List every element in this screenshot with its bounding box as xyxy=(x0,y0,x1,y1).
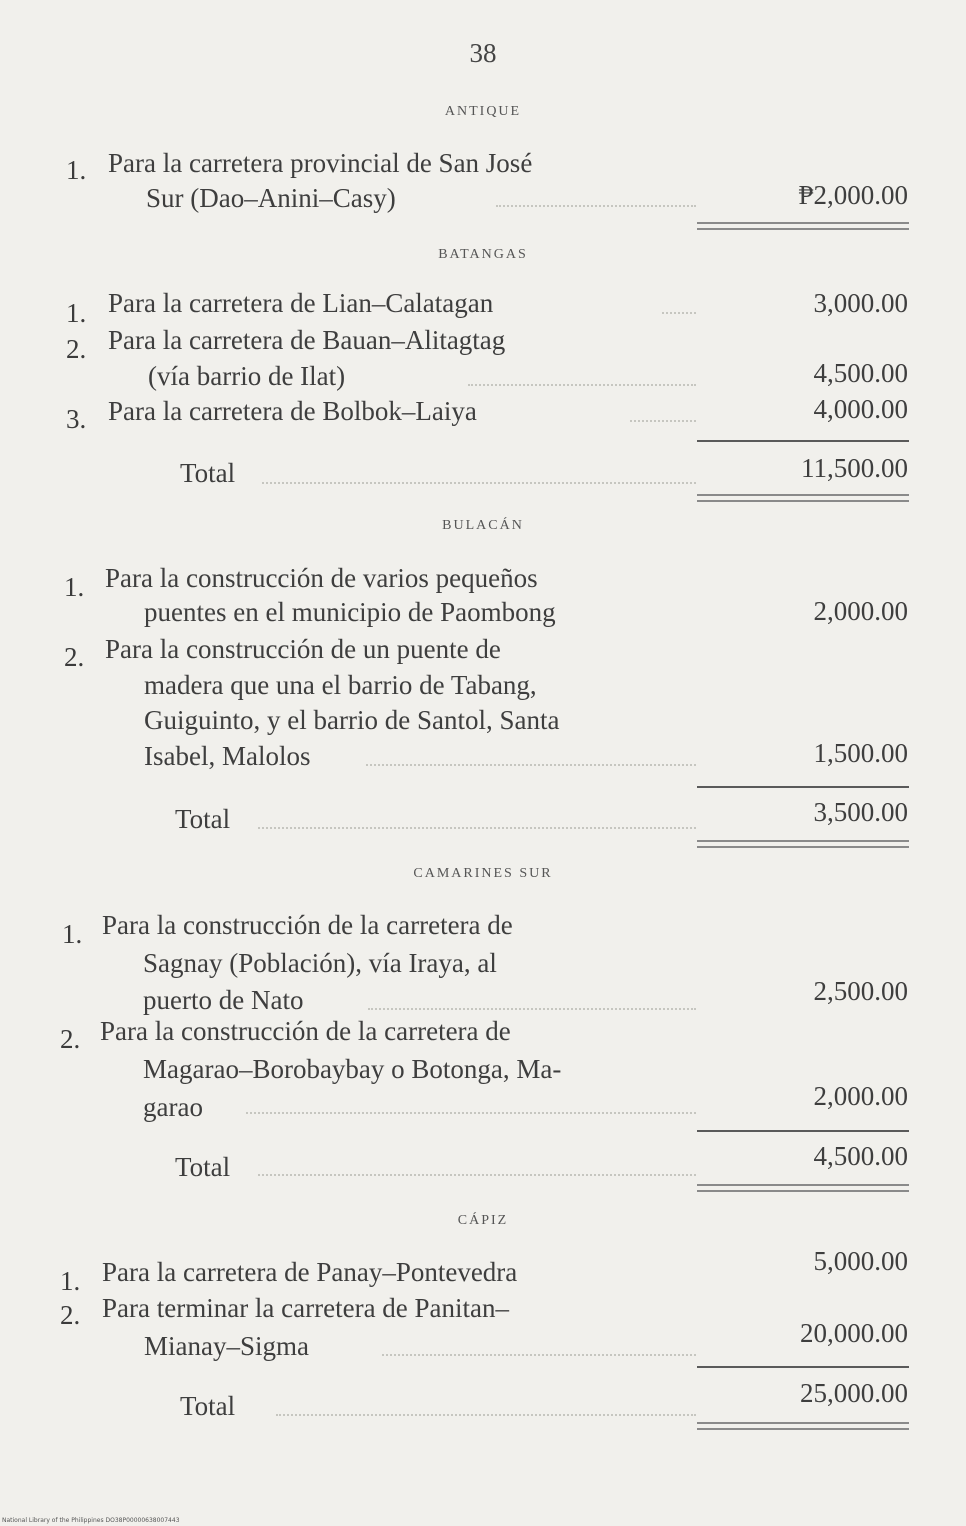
item-text: Para la carretera de Panay–Pontevedra xyxy=(102,1257,518,1287)
item-text: Sagnay (Población), vía Iraya, al xyxy=(143,948,497,978)
item-text: Para la carretera de Bolbok–Laiya xyxy=(108,396,477,426)
item-amount: 1,500.00 xyxy=(813,738,908,768)
total-amount: 25,000.00 xyxy=(800,1378,908,1408)
total-amount: 3,500.00 xyxy=(813,797,908,827)
double-rule xyxy=(697,494,909,502)
item-text: Guiguinto, y el barrio de Santol, Santa xyxy=(144,705,560,735)
item-amount: ₱2,000.00 xyxy=(798,180,908,210)
double-rule xyxy=(697,840,909,848)
single-rule xyxy=(697,1130,909,1132)
leader-dots xyxy=(468,384,696,386)
section-heading-batangas: BATANGAS xyxy=(438,247,528,262)
item-number: 2. xyxy=(66,334,87,364)
item-text: (vía barrio de Ilat) xyxy=(148,361,346,391)
item-text: garao xyxy=(143,1092,203,1122)
item-number: 2. xyxy=(60,1024,81,1054)
item-number: 3. xyxy=(66,404,87,434)
leader-dots xyxy=(258,1174,696,1176)
item-text: madera que una el barrio de Tabang, xyxy=(144,670,537,700)
item-amount: 2,500.00 xyxy=(813,976,908,1006)
item-text: puentes en el municipio de Paombong xyxy=(144,597,556,627)
footer-credit: National Library of the Philippines DO38P00000638007443 xyxy=(2,1517,180,1524)
item-text: Para la construcción de un puente de xyxy=(105,634,501,664)
page-number: 38 xyxy=(469,38,497,68)
item-text: Para terminar la carretera de Panitan– xyxy=(102,1293,510,1323)
single-rule xyxy=(697,440,909,442)
item-number: 1. xyxy=(66,298,87,328)
item-text: Mianay–Sigma xyxy=(144,1331,309,1361)
single-rule xyxy=(697,786,909,788)
item-amount: 4,000.00 xyxy=(813,394,908,424)
leader-dots xyxy=(662,312,696,314)
item-number: 1. xyxy=(60,1266,81,1296)
leader-dots xyxy=(630,420,696,422)
item-text: puerto de Nato xyxy=(143,985,304,1015)
item-text: Para la construcción de varios pequeños xyxy=(105,563,538,593)
total-label: Total xyxy=(175,804,231,834)
leader-dots xyxy=(246,1112,696,1114)
total-amount: 4,500.00 xyxy=(813,1141,908,1171)
item-text: Para la construcción de la carretera de xyxy=(100,1016,511,1046)
item-amount: 20,000.00 xyxy=(800,1318,908,1348)
leader-dots xyxy=(258,827,696,829)
single-rule xyxy=(697,1366,909,1368)
item-text: Para la construcción de la carretera de xyxy=(102,910,513,940)
leader-dots xyxy=(496,205,696,207)
total-label: Total xyxy=(180,458,236,488)
item-text: Para la carretera de Bauan–Alitagtag xyxy=(108,325,506,355)
section-heading-camarines-sur: CAMARINES SUR xyxy=(413,866,553,881)
item-text: Para la carretera de Lian–Calatagan xyxy=(108,288,494,318)
leader-dots xyxy=(366,764,696,766)
leader-dots xyxy=(368,1008,696,1010)
item-number: 1. xyxy=(62,919,83,949)
total-label: Total xyxy=(175,1152,231,1182)
item-number: 1. xyxy=(64,572,85,602)
section-heading-capiz: CÁPIZ xyxy=(457,1213,509,1228)
double-rule xyxy=(697,222,909,230)
section-heading-bulacan: BULACÁN xyxy=(442,518,524,533)
total-amount: 11,500.00 xyxy=(801,453,908,483)
item-number: 2. xyxy=(60,1300,81,1330)
leader-dots xyxy=(382,1354,696,1356)
section-heading-antique: ANTIQUE xyxy=(444,104,522,119)
item-text: Sur (Dao–Anini–Casy) xyxy=(146,183,396,213)
item-number: 1. xyxy=(66,155,87,185)
double-rule xyxy=(697,1184,909,1192)
item-text: Magarao–Borobaybay o Botonga, Ma- xyxy=(143,1054,562,1084)
leader-dots xyxy=(276,1414,696,1416)
leader-dots xyxy=(262,482,696,484)
item-number: 2. xyxy=(64,642,85,672)
item-amount: 2,000.00 xyxy=(813,596,908,626)
total-label: Total xyxy=(180,1391,236,1421)
item-amount: 2,000.00 xyxy=(813,1081,908,1111)
item-text: Isabel, Malolos xyxy=(144,741,311,771)
item-amount: 5,000.00 xyxy=(813,1246,908,1276)
double-rule xyxy=(697,1422,909,1430)
item-amount: 3,000.00 xyxy=(813,288,908,318)
item-text: Para la carretera provincial de San José xyxy=(108,148,533,178)
item-amount: 4,500.00 xyxy=(813,358,908,388)
